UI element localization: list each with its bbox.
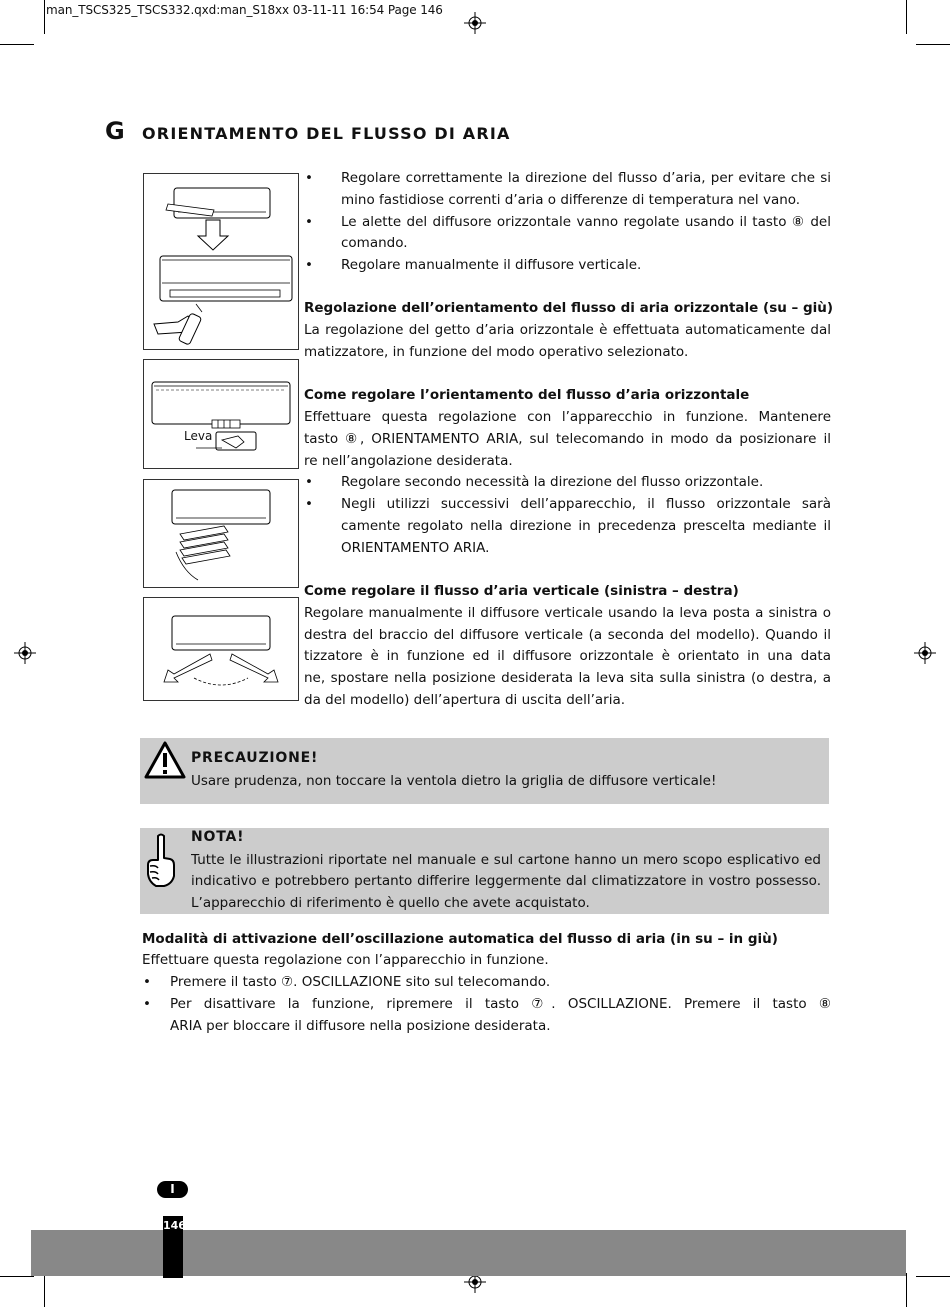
subheading: Come regolare il flusso d’aria verticale (sinistra – destra) xyxy=(304,583,739,599)
page-number: 146 xyxy=(163,1219,186,1232)
figure-vertical-flow xyxy=(143,597,299,701)
caution-box xyxy=(140,738,829,804)
section-title: ORIENTAMENTO DEL FLUSSO DI ARIA xyxy=(142,124,511,143)
crop-mark xyxy=(44,0,45,34)
note-text: L’apparecchio di riferimento è quello che avete acquistato. xyxy=(191,895,590,911)
bullet-marker: • xyxy=(305,257,313,273)
print-slug: man_TSCS325_TSCS332.qxd:man_S18xx 03-11-11 16:54 Page 146 xyxy=(46,3,443,17)
caution-text: Usare prudenza, non toccare la ventola dietro la griglia de diffusore verticale! xyxy=(191,773,717,789)
language-badge: I xyxy=(157,1181,188,1198)
crop-mark xyxy=(906,1273,907,1307)
paragraph-line: Regolare manualmente il diffusore verticale usando la leva posta a sinistra o xyxy=(304,605,831,621)
note-text: Tutte le illustrazioni riportate nel manuale e sul cartone hanno un mero scopo esplicativo ed xyxy=(191,852,821,868)
subheading: Come regolare l’orientamento del flusso d’aria orizzontale xyxy=(304,387,750,403)
bullet-text: Negli utilizzi successivi dell’apparecchio, il flusso orizzontale sarà xyxy=(341,496,831,512)
bullet-marker: • xyxy=(143,996,151,1012)
crop-mark xyxy=(0,44,34,45)
paragraph-line: re nell’angolazione desiderata. xyxy=(304,453,513,469)
paragraph-line: matizzatore, in funzione del modo operativo selezionato. xyxy=(304,344,689,360)
paragraph-line: ne, spostare nella posizione desiderata la leva sita sulla sinistra (o destra, a xyxy=(304,670,831,686)
paragraph-line: Effettuare questa regolazione con l’apparecchio in funzione. Mantenere xyxy=(304,409,831,425)
bullet-text: Regolare correttamente la direzione del flusso d’aria, per evitare che si xyxy=(341,170,831,186)
note-box xyxy=(140,828,829,914)
paragraph-line: da del modello) dell’apertura di uscita dell’aria. xyxy=(304,692,626,708)
figure-horizontal-flow xyxy=(143,479,299,588)
paragraph-line: destra del braccio del diffusore verticale (a seconda del modello). Quando il xyxy=(304,627,831,643)
registration-mark-icon xyxy=(464,12,486,34)
bullet-text: camente regolato nella direzione in precedenza prescelta mediante il xyxy=(341,518,831,534)
bullet-text: Per disattivare la funzione, ripremere il tasto ⑦. OSCILLAZIONE. Premere il tasto ⑧ xyxy=(170,996,831,1012)
bullet-marker: • xyxy=(305,474,313,490)
warning-triangle-icon xyxy=(144,741,186,779)
crop-mark xyxy=(906,0,907,34)
note-text: indicativo e potrebbero pertanto differire leggermente dal climatizzatore in vostro possesso. xyxy=(191,873,821,889)
bullet-text: ORIENTAMENTO ARIA. xyxy=(341,540,490,556)
caution-title: PRECAUZIONE! xyxy=(191,750,319,766)
crop-mark xyxy=(0,1276,34,1277)
bullet-text: comando. xyxy=(341,235,408,251)
bullet-marker: • xyxy=(143,974,151,990)
section-letter: G xyxy=(105,117,125,145)
lever-label: Leva xyxy=(184,429,213,443)
note-title: NOTA! xyxy=(191,829,245,845)
bullet-text: Le alette del diffusore orizzontale vanno regolate usando il tasto ⑧ del xyxy=(341,214,831,230)
paragraph-line: La regolazione del getto d’aria orizzontale è effettuata automaticamente dal xyxy=(304,322,831,338)
bullet-marker: • xyxy=(305,214,313,230)
crop-mark xyxy=(44,1273,45,1307)
paragraph-line: tasto ⑧, ORIENTAMENTO ARIA, sul telecomando in modo da posizionare il xyxy=(304,431,831,447)
bullet-marker: • xyxy=(305,170,313,186)
paragraph-line: tizzatore è in funzione ed il diffusore orizzontale è orientato in una data xyxy=(304,648,831,664)
crop-mark xyxy=(916,1276,950,1277)
registration-mark-icon xyxy=(14,642,36,664)
figure-unit-lever xyxy=(143,359,299,469)
bullet-text: Regolare secondo necessità la direzione del flusso orizzontale. xyxy=(341,474,764,490)
bullet-marker: • xyxy=(305,496,313,512)
bullet-text: mino fastidiose correnti d’aria o differenze di temperatura nel vano. xyxy=(341,192,801,208)
bullet-text: Regolare manualmente il diffusore verticale. xyxy=(341,257,642,273)
bullet-text: ARIA per bloccare il diffusore nella posizione desiderata. xyxy=(170,1018,551,1034)
pointing-hand-icon xyxy=(144,832,178,888)
paragraph-line: Effettuare questa regolazione con l’apparecchio in funzione. xyxy=(142,952,549,968)
figure-unit-remote xyxy=(143,173,299,350)
subheading: Modalità di attivazione dell’oscillazione automatica del flusso di aria (in su – in giù) xyxy=(142,931,778,947)
registration-mark-icon xyxy=(914,642,936,664)
subheading: Regolazione dell’orientamento del flusso di aria orizzontale (su – giù) xyxy=(304,300,834,316)
crop-mark xyxy=(916,44,950,45)
bullet-text: Premere il tasto ⑦. OSCILLAZIONE sito sul telecomando. xyxy=(170,974,551,990)
